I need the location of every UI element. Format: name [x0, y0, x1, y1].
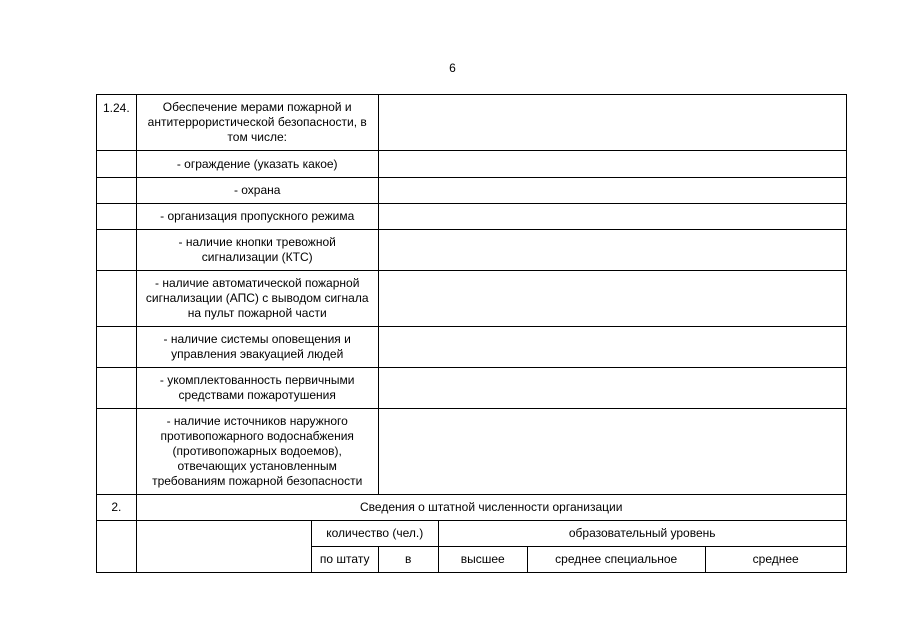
- education-column-secondary: среднее: [705, 547, 846, 573]
- item-label: - организация пропускного режима: [136, 204, 378, 230]
- row-number-empty: [97, 204, 137, 230]
- row-1-24: [97, 95, 847, 151]
- item-row: [97, 151, 847, 178]
- item-row: [97, 271, 847, 327]
- row-number-empty: [97, 271, 137, 327]
- item-label: - укомплектованность первичными средствами пожаротушения: [136, 368, 378, 409]
- staff-header-row: [97, 521, 847, 547]
- row-number-empty: [97, 151, 137, 178]
- section-title: Сведения о штатной численности организации: [136, 495, 846, 521]
- answer-cell: [378, 204, 846, 230]
- item-label: - наличие источников наружного противопожарного водоснабжения (противопожарных водоемов), отвечающих установленным требованиям пожарной безопасности: [136, 409, 378, 495]
- count-header: количество (чел.): [311, 521, 438, 547]
- item-row: [97, 409, 847, 495]
- count-column-staff: по штату: [311, 547, 378, 573]
- row-2: [97, 495, 847, 521]
- answer-cell: [378, 230, 846, 271]
- item-row: [97, 204, 847, 230]
- item-row: [97, 327, 847, 368]
- page-number: 6: [449, 61, 456, 75]
- item-row: [97, 230, 847, 271]
- answer-cell: [378, 327, 846, 368]
- education-column-higher: высшее: [438, 547, 527, 573]
- item-label: - наличие системы оповещения и управления эвакуацией людей: [136, 327, 378, 368]
- row-number-empty: [97, 521, 137, 573]
- item-label: - наличие автоматической пожарной сигнализации (АПС) с выводом сигнала на пульт пожарной части: [136, 271, 378, 327]
- section-title: Обеспечение мерами пожарной и антитеррористической безопасности, в том числе:: [136, 95, 378, 151]
- row-number: 1.24.: [97, 95, 137, 151]
- row-number: 2.: [97, 495, 137, 521]
- row-number-empty: [97, 368, 137, 409]
- row-number-empty: [97, 409, 137, 495]
- answer-cell: [378, 151, 846, 178]
- row-number-empty: [97, 178, 137, 204]
- answer-cell: [378, 178, 846, 204]
- row-number-empty: [97, 327, 137, 368]
- info-table: [96, 94, 847, 573]
- answer-cell: [378, 368, 846, 409]
- item-label: - ограждение (указать какое): [136, 151, 378, 178]
- education-column-vocational: среднее специальное: [527, 547, 705, 573]
- count-column-actual: в: [378, 547, 438, 573]
- education-header: образовательный уровень: [438, 521, 846, 547]
- answer-cell: [378, 409, 846, 495]
- item-label: - охрана: [136, 178, 378, 204]
- item-row: [97, 368, 847, 409]
- staff-blank-cell: [136, 521, 311, 573]
- item-row: [97, 178, 847, 204]
- row-number-empty: [97, 230, 137, 271]
- item-label: - наличие кнопки тревожной сигнализации (КТС): [136, 230, 378, 271]
- answer-cell: [378, 95, 846, 151]
- answer-cell: [378, 271, 846, 327]
